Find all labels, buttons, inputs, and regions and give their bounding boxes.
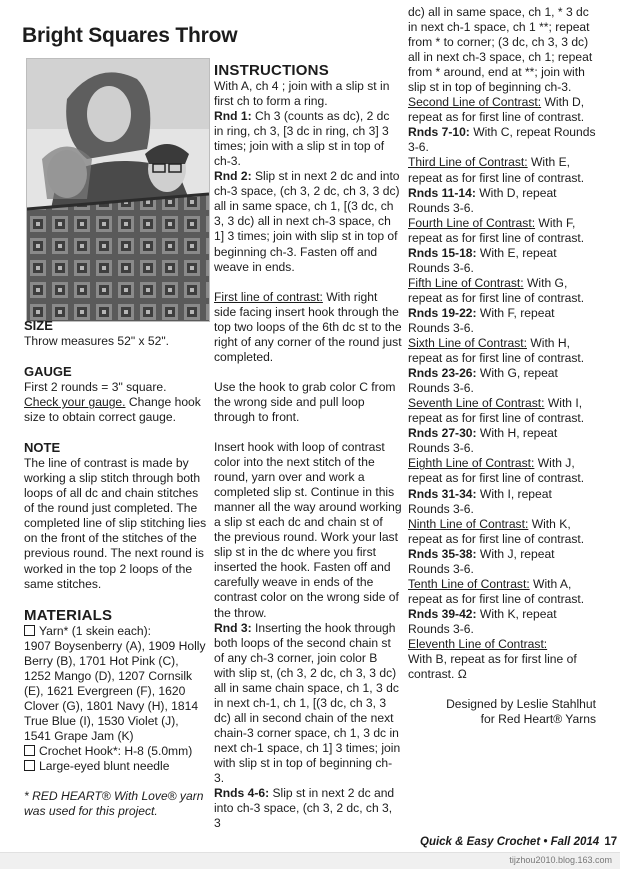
size-heading: SIZE: [24, 318, 53, 333]
footer-publication: Quick & Easy Crochet • Fall 2014: [420, 836, 600, 848]
contrast-line: Seventh Line of Contrast: With I, repeat as for first line of contrast.: [408, 396, 585, 426]
right-column: [408, 5, 596, 727]
contrast-rounds: Rnds 7-10: With C, repeat Rounds 3-6.: [408, 125, 596, 155]
contrast-rounds: Rnds 39-42: With K, repeat Rounds 3-6.: [408, 606, 557, 636]
contrast-rounds: Rnds 35-38: With J, repeat Rounds 3-6.: [408, 546, 555, 576]
materials-footnote: * RED HEART® With Love® yarn was used for this project.: [24, 789, 204, 819]
checkbox-icon: [24, 760, 35, 771]
gauge-check: [24, 395, 208, 425]
contrast-rounds: Rnds 27-30: With H, repeat Rounds 3-6.: [408, 426, 558, 456]
rnd4-6: Rnds 4-6: Slip st in next 2 dc and into ch-3 space, (ch 3, 2 dc, ch 3, 3: [214, 786, 395, 831]
contrast-line: Ninth Line of Contrast: With K, repeat as for first line of contrast.: [408, 516, 585, 546]
page-footer: [420, 836, 617, 848]
left-column: [24, 318, 208, 819]
gauge-heading: GAUGE: [24, 364, 72, 380]
rnd1: Rnd 1: Ch 3 (counts as dc), 2 dc in ring, ch 3, [3 dc in ring, ch 3] 3 times; join with a slip st in top of ch-3.: [214, 109, 390, 169]
eleventh-contrast-text: With B, repeat as for first line of contrast. Ω: [408, 652, 577, 682]
checkbox-icon: [24, 745, 35, 756]
note-heading: NOTE: [24, 440, 61, 456]
materials-list: [24, 624, 208, 774]
contrast-list: [408, 95, 596, 637]
watermark: tijzhou2010.blog.163.com: [509, 855, 612, 865]
project-photo: [26, 58, 210, 322]
contrast-rounds: Rnds 23-26: With G, repeat Rounds 3-6.: [408, 366, 558, 396]
first-contrast: First line of contrast: With right side facing insert hook through the top two loops of the 6th dc st to the right of any corner of the round just completed.: [214, 289, 402, 364]
materials-hook: Crochet Hook*: H-8 (5.0mm): [24, 744, 208, 759]
eleventh-contrast-label: Eleventh Line of Contrast:: [408, 636, 548, 651]
rnd3: Rnd 3: Inserting the hook through both loops of the second chain st of any ch-3 corner, join color B with slip st, (ch 3, 2 dc, ch 3, 3 dc) all in same chain space, ch 1, 3 dc in next ch-1, ch 1, [(3 dc, ch 3, 3 dc) all in second chain of the next chain-3 corner space, ch 1, 3 dc in next ch-1 space, ch 1] 3 times; join with slip st in top of beginning ch-3.: [214, 620, 401, 786]
contrast-line: Eighth Line of Contrast: With J, repeat as for first line of contrast.: [408, 456, 585, 486]
materials-yarn-colors: 1907 Boysenberry (A), 1909 Holly Berry (B), 1701 Hot Pink (C), 1252 Mango (D), 1207 Cornsilk (E), 1621 Evergreen (F), 1620 Clover (G), 1801 Navy (H), 1814 True Blue (I), 1530 Violet (J), 1541 Grape Jam (K): [24, 638, 206, 743]
instructions-intro: With A, ch 4 ; join with a slip st in first ch to form a ring.: [214, 79, 390, 109]
rnd2: Rnd 2: Slip st in next 2 dc and into ch-3 space, (ch 3, 2 dc, ch 3, 3 dc) all in same space, ch 1, [(3 dc, ch 3, 3 dc) all in next ch-3 space, ch 1] 3 times; join with slip st in top of beginning ch-3. Fasten off and weave in ends.: [214, 169, 400, 274]
materials-heading: MATERIALS: [24, 606, 113, 624]
gauge-check-link: Check your gauge.: [24, 395, 126, 410]
gauge-check-rest: Change hook size to obtain correct gauge.: [24, 395, 201, 425]
rnd4-6-cont: dc) all in same space, ch 1, * 3 dc in next ch-1 space, ch 1 **; repeat from * to corner; (3 dc, ch 3, 3 dc) all in next ch-3 space, ch 1; repeat from * around, end at **; join with slip st in top of beginning ch-3.: [408, 5, 593, 95]
gauge-line: First 2 rounds = 3" square.: [24, 380, 167, 395]
designer-credit: Designed by Leslie Stahlhut: [446, 697, 596, 712]
contrast-line: Third Line of Contrast: With E, repeat as for first line of contrast.: [408, 155, 585, 185]
page-number: 17: [604, 836, 618, 848]
insert-hook: Insert hook with loop of contrast color into the next stitch of the round, yarn over and work a completed slip st. Continue in this manner all the way around working a slip st each dc and chain st of the previous round. Work your last slip st in the dc where you first inserted the hook. Fasten off and carefully weave in ends of the contrast color on the wrong side of the throw.: [214, 439, 402, 620]
contrast-rounds: Rnds 31-34: With I, repeat Rounds 3-6.: [408, 486, 552, 516]
instructions-heading: INSTRUCTIONS: [214, 62, 329, 79]
contrast-rounds: Rnds 19-22: With F, repeat Rounds 3-6.: [408, 305, 555, 335]
materials-needle: Large-eyed blunt needle: [24, 759, 208, 774]
page-title: Bright Squares Throw: [22, 24, 238, 47]
contrast-line: Second Line of Contrast: With D, repeat as for first line of contrast.: [408, 95, 585, 125]
materials-yarn: Yarn* (1 skein each):: [24, 624, 208, 639]
contrast-line: Tenth Line of Contrast: With A, repeat as for first line of contrast.: [408, 576, 585, 606]
photo-illustration: [27, 59, 209, 321]
contrast-line: Sixth Line of Contrast: With H, repeat as for first line of contrast.: [408, 336, 585, 366]
contrast-line: Fifth Line of Contrast: With G, repeat as for first line of contrast.: [408, 275, 585, 305]
size-text: Throw measures 52" x 52".: [24, 334, 170, 348]
brand-credit: for Red Heart® Yarns: [480, 712, 596, 727]
grab-color: Use the hook to grab color C from the wrong side and pull loop through to front.: [214, 379, 396, 424]
middle-column: [214, 62, 402, 831]
contrast-rounds: Rnds 15-18: With E, repeat Rounds 3-6.: [408, 245, 557, 275]
contrast-rounds: Rnds 11-14: With D, repeat Rounds 3-6.: [408, 185, 557, 215]
note-text: The line of contrast is made by working a slip stitch through both loops of all dc and chain stitches of the round just completed. The completed line of slip stitching lies on the front of the stitches of the previous round. The next round is worked in the top 2 loops of the same stitches.: [24, 456, 207, 591]
checkbox-icon: [24, 625, 35, 636]
contrast-line: Fourth Line of Contrast: With F, repeat as for first line of contrast.: [408, 215, 585, 245]
